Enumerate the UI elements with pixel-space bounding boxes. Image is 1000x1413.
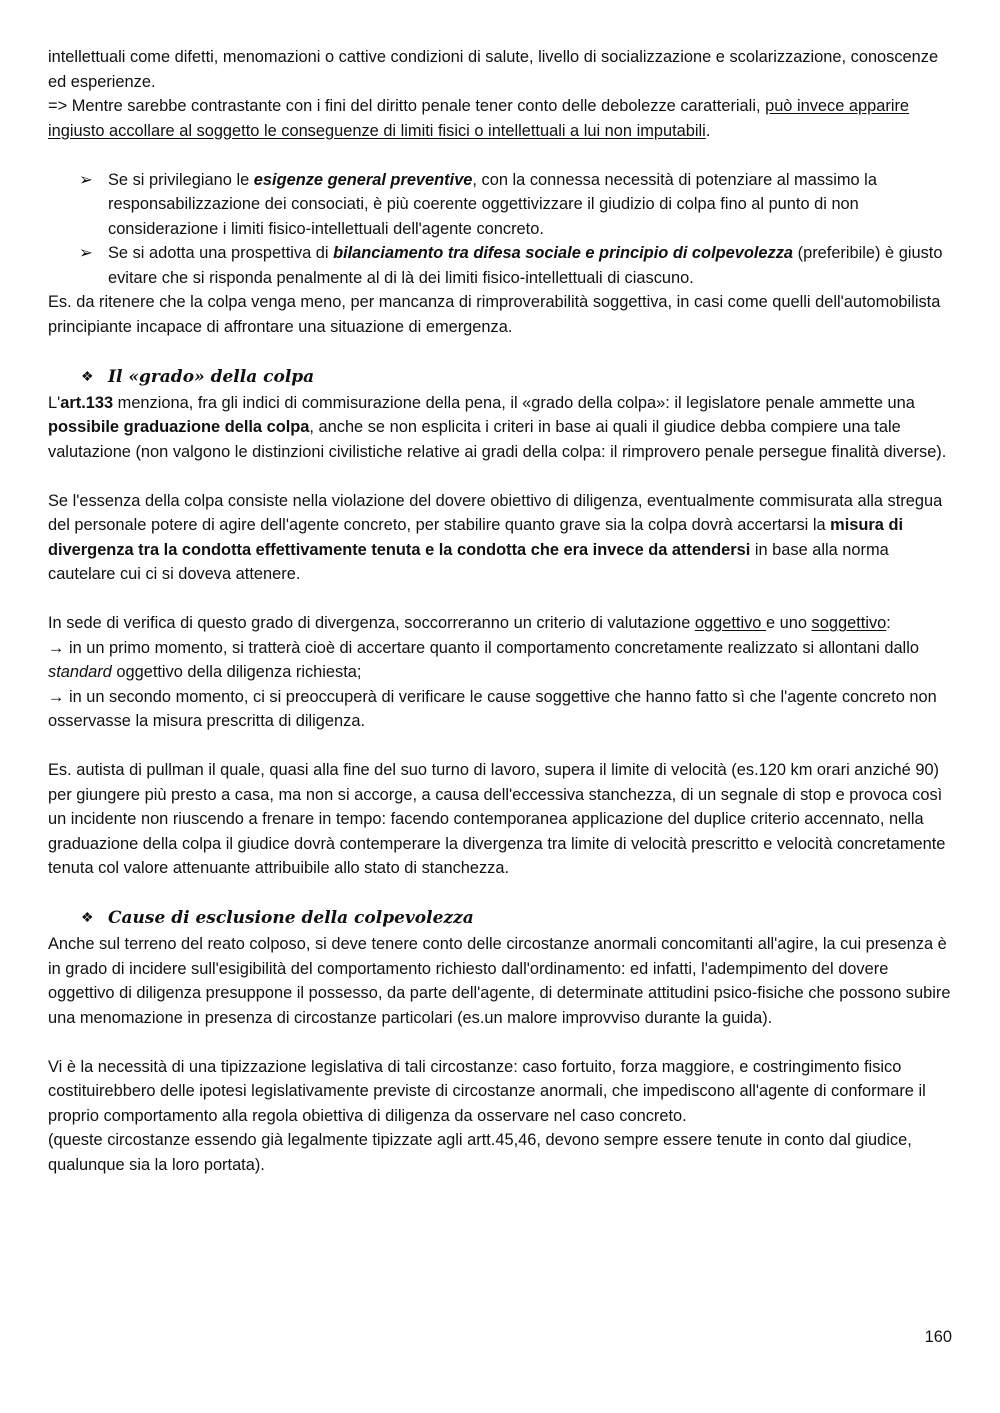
spacer: [48, 881, 954, 906]
bullet-text: , con la connessa necessità di potenziare al massimo la responsabilizzazione dei consociati, è più coerente oggettivizzare il giudizio di colpa fino al punto di non considerazione i limiti fisico-intellettuali dell'agente concreto.: [108, 170, 877, 238]
paragraph-typification: [48, 1055, 954, 1178]
bullet-item: [48, 168, 954, 242]
bullet-emphasis: esigenze general preventive: [253, 170, 473, 189]
bullet-text: (preferibile) è giusto evitare che si risponda penalmente al di là dei limiti fisico-intellettuali di ciascuno.: [108, 244, 943, 287]
section-heading: [48, 364, 954, 391]
spacer: [48, 1030, 954, 1055]
bullet-emphasis: bilanciamento tra difesa sociale e principio di colpevolezza: [333, 244, 794, 262]
section-title: Cause di esclusione della colpevolezza: [108, 908, 474, 928]
text: , anche se non esplicita i criteri in base ai quali il giudice debba compiere una tale valutazione (non valgono le distinzioni civilistiche relative ai gradi della colpa: il rimprovero penale persegue finalità diverse).: [48, 418, 947, 461]
arrow-bullet-icon: ➢: [79, 170, 93, 189]
text: in base alla norma cautelare cui ci si doveva attenere.: [48, 540, 889, 583]
underlined-word: soggettivo: [811, 614, 887, 632]
section-title: Il «grado» della colpa: [108, 366, 315, 387]
parenthetical-note: (queste circostanze essendo già legalmente tipizzate agli artt.45,46, devono sempre essere tenute in conto dal giudice, qualunque sia la loro portata).: [48, 1131, 912, 1174]
criterion-line: → in un secondo momento, ci si preoccuperà di verificare le cause soggettive che hanno fatto sì che l'agente concreto non osservasse la misura prescritta di diligenza.: [48, 687, 937, 730]
text: e uno: [765, 614, 812, 632]
example-paragraph: Es. da ritenere che la colpa venga meno, per mancanza di rimproverabilità soggettiva, in casi come quelli dell'automobilista principiante incapace di affrontare una situazione di emergenza.: [48, 293, 941, 336]
text: oggettivo della diligenza richiesta;: [111, 663, 362, 681]
paragraph-criteria: [48, 611, 954, 734]
intro-underlined-text: può invece apparire ingiusto accollare al soggetto le conseguenze di limiti fisici o intellettuali a lui non imputabili: [48, 97, 910, 140]
text: L': [48, 393, 61, 412]
italic-word: standard: [48, 663, 112, 681]
text: :: [886, 614, 891, 632]
paragraph-essence: [48, 489, 954, 587]
text: Vi è la necessità di una tipizzazione legislativa di tali circostanze: caso fortuito, forza maggiore, e costringimento fisico costituirebbero delle ipotesi legislativamente previste di circostanze anormali, che impediscono all'agente di conformare il proprio comportamento alla regola obiettiva di diligenza da osservare nel caso concreto.: [48, 1057, 926, 1125]
underlined-word: oggettivo: [694, 614, 766, 632]
diamond-bullet-icon: ❖: [81, 368, 94, 385]
paragraph-art133: [48, 391, 954, 465]
spacer: [48, 464, 954, 489]
bullet-text: Se si privilegiano le: [108, 170, 254, 189]
intro-conclusion-text: => Mentre sarebbe contrastante con i fini del diritto penale tener conto delle debolezze caratteriali,: [48, 97, 766, 115]
spacer: [48, 587, 954, 612]
spacer: [48, 734, 954, 759]
text: In sede di verifica di questo grado di divergenza, soccorreranno un criterio di valutazione: [48, 614, 695, 632]
bold-phrase: misura di divergenza tra la condotta effettivamente tenuta e la condotta che era invece da attendersi: [48, 516, 904, 559]
bullet-text: Se si adotta una prospettiva di: [108, 244, 334, 262]
spacer: [48, 143, 954, 168]
article-reference: art.133: [60, 393, 114, 412]
paragraph-circumstances: Anche sul terreno del reato colposo, si deve tenere conto delle circostanze anormali concomitanti all'agire, la cui presenza è in grado di incidere sull'esigibilità del comportamento richiesto dall'ordinamento: ed infatti, l'adempimento del dovere oggettivo di diligenza presuppone il possesso, da parte dell'agente, di determinate attitudini psico-fisiche che possono subire una menomazione in presenza di circostanze particolari (es.un malore improvviso durante la guida).: [48, 935, 951, 1027]
document-page: [48, 45, 954, 1177]
spacer: [48, 339, 954, 364]
bullet-item: [48, 241, 954, 290]
bullet-list: [48, 168, 954, 291]
intro-period: .: [705, 121, 711, 140]
paragraph-intro: [48, 45, 954, 143]
section-heading: [48, 905, 954, 932]
criterion-line: → in un primo momento, si tratterà cioè di accertare quanto il comportamento concretamente realizzato si allontani dallo: [48, 638, 919, 657]
example-paragraph: Es. autista di pullman il quale, quasi alla fine del suo turno di lavoro, supera il limite di velocità (es.120 km orari anziché 90) per giungere più presto a casa, ma non si accorge, a causa dell'eccessiva stanchezza, di un segnale di stop e provoca così un incidente non riuscendo a frenare in tempo: facendo contemporanea applicazione del duplice criterio accennato, nella graduazione della colpa il giudice dovrà contemperare la divergenza tra limite di velocità prescritto e velocità concretamente tenuta col valore attenuante attribuibile allo stato di stanchezza.: [48, 761, 946, 877]
page-number: 160: [924, 1328, 952, 1346]
bold-phrase: possibile graduazione della colpa: [48, 418, 310, 436]
diamond-bullet-icon: ❖: [81, 910, 94, 926]
intro-text: intellettuali come difetti, menomazioni o cattive condizioni di salute, livello di socializzazione e scolarizzazione, conoscenze ed esperienze.: [48, 48, 939, 91]
text: Se l'essenza della colpa consiste nella violazione del dovere obiettivo di diligenza, eventualmente commisurata alla stregua del personale potere di agire dell'agente concreto, per stabilire quanto grave sia la colpa dovrà accertarsi la: [48, 491, 943, 534]
arrow-bullet-icon: ➢: [79, 244, 93, 262]
text: menziona, fra gli indici di commisurazione della pena, il «grado della colpa»: il legislatore penale ammette una: [113, 393, 915, 412]
